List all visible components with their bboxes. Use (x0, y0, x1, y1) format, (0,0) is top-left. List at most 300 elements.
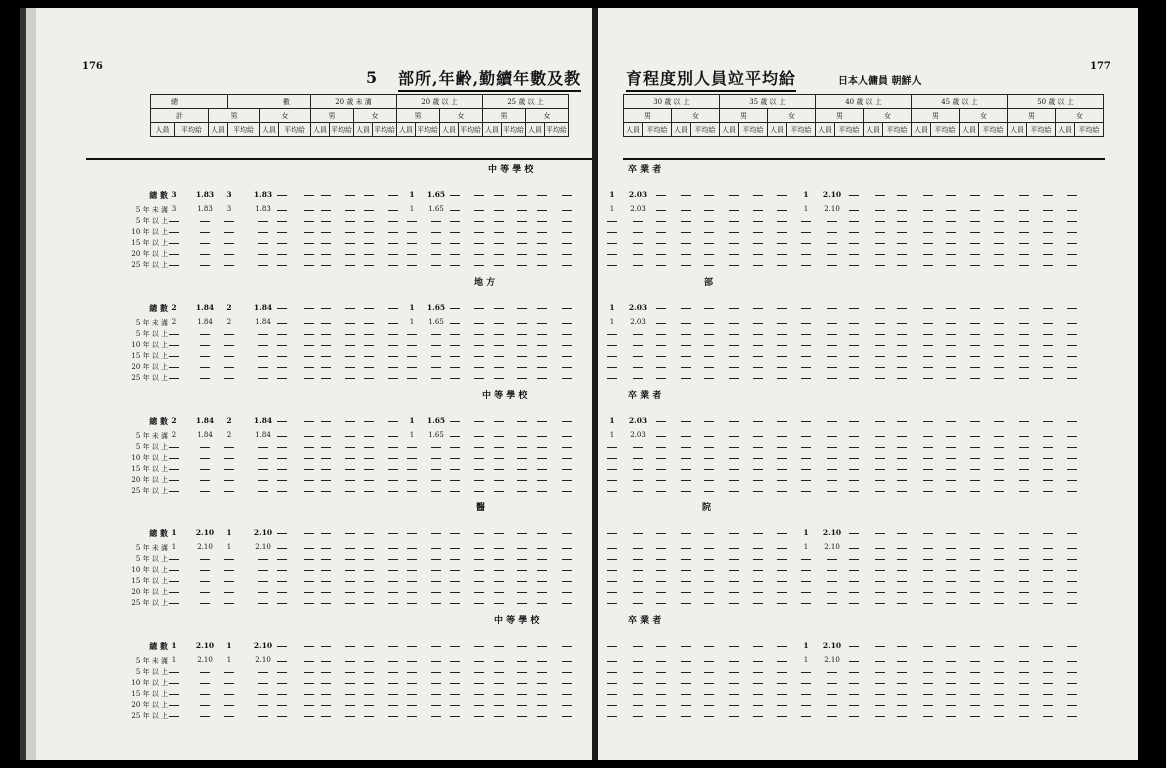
left-value: 2.10 (195, 641, 215, 650)
left-dash-mark (321, 559, 331, 560)
left-dash-mark (277, 243, 287, 244)
right-dash-mark (923, 254, 933, 255)
right-dash-mark (656, 694, 666, 695)
section-heading-left: 醫 (476, 503, 486, 513)
left-dash-mark (517, 323, 527, 324)
right-dash-mark (827, 559, 837, 560)
left-dash-mark (562, 356, 572, 357)
right-dash-mark (633, 672, 643, 673)
left-dash-mark (169, 559, 179, 560)
right-dash-mark (607, 458, 617, 459)
left-dash-mark (474, 603, 484, 604)
right-dash-mark (1067, 458, 1077, 459)
left-dash-mark (474, 356, 484, 357)
right-dash-mark (994, 421, 1004, 422)
right-dash-mark (897, 705, 907, 706)
right-dash-mark (607, 716, 617, 717)
right-dash-mark (681, 447, 691, 448)
left-dash-mark (224, 716, 234, 717)
right-value: 2.03 (630, 431, 646, 439)
left-value: 3 (171, 190, 177, 199)
left-dash-mark (407, 378, 417, 379)
right-dash-mark (656, 683, 666, 684)
right-dash-mark (704, 221, 714, 222)
right-dash-mark (729, 480, 739, 481)
left-dash-mark (474, 378, 484, 379)
right-dash-mark (827, 421, 837, 422)
right-dash-mark (753, 210, 763, 211)
left-dash-mark (258, 694, 268, 695)
left-value: 1.65 (426, 416, 446, 425)
right-dash-mark (656, 705, 666, 706)
right-value: 1 (609, 303, 615, 312)
left-dash-mark (277, 356, 287, 357)
row-label: 5 年 未 滿 (135, 319, 168, 327)
right-dash-mark (607, 469, 617, 470)
left-dash-mark (474, 221, 484, 222)
left-dash-mark (494, 334, 504, 335)
right-dash-mark (729, 232, 739, 233)
right-dash-mark (875, 195, 885, 196)
row-label: 5 年 未 滿 (135, 432, 168, 440)
left-dash-mark (431, 480, 441, 481)
left-dash-mark (304, 469, 314, 470)
right-dash-mark (1043, 694, 1053, 695)
right-dash-mark (849, 548, 859, 549)
right-value: 2.10 (822, 190, 842, 199)
left-dash-mark (321, 367, 331, 368)
right-dash-mark (656, 195, 666, 196)
left-dash-mark (304, 210, 314, 211)
left-dash-mark (474, 646, 484, 647)
left-dash-mark (304, 421, 314, 422)
left-dash-mark (345, 469, 355, 470)
row-label: 10 年 以 上 (131, 228, 168, 236)
left-dash-mark (364, 672, 374, 673)
left-dash-mark (258, 243, 268, 244)
left-dash-mark (388, 447, 398, 448)
right-dash-mark (777, 570, 787, 571)
left-dash-mark (364, 378, 374, 379)
left-dash-mark (304, 646, 314, 647)
left-dash-mark (200, 592, 210, 593)
hdr-sub: 平均給 (979, 123, 1008, 137)
right-dash-mark (994, 378, 1004, 379)
left-dash-mark (474, 469, 484, 470)
right-dash-mark (1019, 480, 1029, 481)
right-dash-mark (753, 480, 763, 481)
right-dash-mark (970, 683, 980, 684)
left-dash-mark (474, 458, 484, 459)
left-dash-mark (517, 672, 527, 673)
right-dash-mark (704, 683, 714, 684)
right-dash-mark (1043, 491, 1053, 492)
right-dash-mark (681, 378, 691, 379)
left-dash-mark (345, 705, 355, 706)
hdr-sub: 人員 (311, 123, 330, 137)
right-dash-mark (1019, 232, 1029, 233)
left-dash-mark (169, 458, 179, 459)
left-dash-mark (258, 265, 268, 266)
left-dash-mark (277, 254, 287, 255)
left-dash-mark (304, 705, 314, 706)
right-dash-mark (753, 694, 763, 695)
right-dash-mark (704, 334, 714, 335)
left-dash-mark (224, 694, 234, 695)
left-dash-mark (494, 683, 504, 684)
right-dash-mark (946, 458, 956, 459)
left-dash-mark (450, 533, 460, 534)
right-dash-mark (923, 421, 933, 422)
right-dash-mark (656, 345, 666, 346)
right-dash-mark (777, 694, 787, 695)
hdr-total-a: 總 (151, 95, 228, 109)
left-dash-mark (494, 221, 504, 222)
right-dash-mark (946, 646, 956, 647)
left-dash-mark (345, 232, 355, 233)
left-dash-mark (277, 548, 287, 549)
left-dash-mark (517, 356, 527, 357)
left-dash-mark (474, 672, 484, 673)
left-dash-mark (474, 210, 484, 211)
right-dash-mark (633, 265, 643, 266)
right-dash-mark (656, 548, 666, 549)
left-dash-mark (537, 345, 547, 346)
left-dash-mark (450, 243, 460, 244)
left-dash-mark (277, 469, 287, 470)
left-dash-mark (562, 581, 572, 582)
right-value: 2.10 (824, 543, 840, 551)
left-value: 2 (226, 431, 232, 439)
right-dash-mark (729, 265, 739, 266)
right-dash-mark (827, 334, 837, 335)
right-header-table (623, 94, 1104, 137)
right-dash-mark (994, 646, 1004, 647)
right-dash-mark (681, 356, 691, 357)
right-dash-mark (897, 334, 907, 335)
right-dash-mark (1019, 491, 1029, 492)
right-dash-mark (923, 491, 933, 492)
left-dash-mark (517, 603, 527, 604)
left-dash-mark (258, 458, 268, 459)
left-dash-mark (494, 243, 504, 244)
left-dash-mark (517, 716, 527, 717)
left-dash-mark (407, 345, 417, 346)
left-dash-mark (258, 603, 268, 604)
left-dash-mark (474, 232, 484, 233)
left-value: 1 (409, 205, 415, 213)
left-dash-mark (494, 421, 504, 422)
left-dash-mark (258, 447, 268, 448)
right-dash-mark (656, 221, 666, 222)
left-dash-mark (474, 705, 484, 706)
left-dash-mark (494, 367, 504, 368)
right-dash-mark (681, 243, 691, 244)
left-dash-mark (169, 356, 179, 357)
left-value: 1.84 (255, 318, 271, 326)
left-dash-mark (277, 265, 287, 266)
right-dash-mark (777, 603, 787, 604)
right-dash-mark (607, 254, 617, 255)
right-dash-mark (897, 265, 907, 266)
right-dash-mark (729, 592, 739, 593)
right-dash-mark (607, 581, 617, 582)
left-value: 1 (409, 318, 415, 326)
right-dash-mark (923, 716, 933, 717)
left-dash-mark (562, 308, 572, 309)
right-dash-mark (633, 592, 643, 593)
left-dash-mark (431, 334, 441, 335)
left-dash-mark (200, 356, 210, 357)
right-dash-mark (801, 683, 811, 684)
hdr-mid: 女 (354, 109, 397, 123)
right-dash-mark (1019, 458, 1029, 459)
hdr-sub: 平均給 (459, 123, 483, 137)
left-dash-mark (537, 265, 547, 266)
right-dash-mark (827, 254, 837, 255)
right-dash-mark (970, 603, 980, 604)
hdr-mid: 男 (483, 109, 526, 123)
right-dash-mark (801, 345, 811, 346)
right-dash-mark (994, 548, 1004, 549)
right-dash-mark (1019, 469, 1029, 470)
right-dash-mark (923, 646, 933, 647)
left-dash-mark (562, 716, 572, 717)
left-dash-mark (224, 559, 234, 560)
right-dash-mark (827, 705, 837, 706)
hdr-sub: 平均給 (931, 123, 960, 137)
left-dash-mark (494, 345, 504, 346)
left-dash-mark (407, 265, 417, 266)
left-dash-mark (537, 232, 547, 233)
left-dash-mark (258, 716, 268, 717)
left-value: 2.10 (195, 528, 215, 537)
left-dash-mark (450, 683, 460, 684)
right-dash-mark (946, 210, 956, 211)
left-value: 1.84 (195, 416, 215, 425)
left-dash-mark (388, 469, 398, 470)
right-dash-mark (1067, 533, 1077, 534)
right-dash-mark (946, 378, 956, 379)
right-dash-mark (849, 716, 859, 717)
left-dash-mark (494, 469, 504, 470)
right-dash-mark (729, 533, 739, 534)
left-dash-mark (304, 232, 314, 233)
right-dash-mark (656, 491, 666, 492)
left-dash-mark (450, 705, 460, 706)
right-dash-mark (897, 548, 907, 549)
right-dash-mark (1043, 603, 1053, 604)
left-dash-mark (431, 570, 441, 571)
left-dash-mark (304, 716, 314, 717)
left-dash-mark (169, 491, 179, 492)
right-dash-mark (607, 221, 617, 222)
left-dash-mark (494, 491, 504, 492)
left-dash-mark (321, 254, 331, 255)
right-dash-mark (897, 683, 907, 684)
right-dash-mark (729, 581, 739, 582)
left-dash-mark (431, 646, 441, 647)
left-dash-mark (345, 210, 355, 211)
right-dash-mark (946, 603, 956, 604)
right-dash-mark (1043, 254, 1053, 255)
right-dash-mark (1019, 210, 1029, 211)
left-value: 2 (171, 416, 177, 425)
left-value: 1.83 (197, 205, 213, 213)
right-dash-mark (1067, 570, 1077, 571)
right-dash-mark (681, 716, 691, 717)
right-dash-mark (849, 345, 859, 346)
right-dash-mark (875, 661, 885, 662)
left-dash-mark (431, 232, 441, 233)
right-dash-mark (704, 705, 714, 706)
right-dash-mark (777, 533, 787, 534)
right-dash-mark (656, 308, 666, 309)
left-dash-mark (562, 345, 572, 346)
right-dash-mark (633, 447, 643, 448)
right-dash-mark (897, 480, 907, 481)
left-dash-mark (517, 548, 527, 549)
right-dash-mark (1067, 323, 1077, 324)
left-dash-mark (494, 210, 504, 211)
right-dash-mark (849, 570, 859, 571)
right-dash-mark (607, 447, 617, 448)
right-dash-mark (994, 469, 1004, 470)
left-value: 2 (226, 303, 232, 312)
right-dash-mark (1067, 421, 1077, 422)
left-dash-mark (364, 533, 374, 534)
right-dash-mark (970, 232, 980, 233)
left-dash-mark (304, 480, 314, 481)
left-dash-mark (200, 480, 210, 481)
right-dash-mark (897, 367, 907, 368)
left-dash-mark (304, 548, 314, 549)
left-dash-mark (277, 345, 287, 346)
left-dash-mark (277, 559, 287, 560)
left-dash-mark (224, 672, 234, 673)
right-dash-mark (1067, 581, 1077, 582)
left-dash-mark (388, 195, 398, 196)
left-value: 2.10 (197, 543, 213, 551)
right-dash-mark (923, 232, 933, 233)
right-dash-mark (1019, 559, 1029, 560)
right-dash-mark (827, 367, 837, 368)
right-dash-mark (801, 570, 811, 571)
left-dash-mark (431, 469, 441, 470)
left-dash-mark (224, 469, 234, 470)
right-dash-mark (827, 491, 837, 492)
left-dash-mark (169, 592, 179, 593)
right-dash-mark (729, 491, 739, 492)
right-dash-mark (656, 334, 666, 335)
left-dash-mark (537, 243, 547, 244)
left-page (20, 8, 598, 760)
left-dash-mark (364, 646, 374, 647)
left-dash-mark (537, 694, 547, 695)
left-dash-mark (200, 378, 210, 379)
hdr-mid: 女 (960, 109, 1008, 123)
right-dash-mark (875, 694, 885, 695)
left-dash-mark (388, 559, 398, 560)
right-dash-mark (1043, 661, 1053, 662)
left-value: 1 (226, 528, 232, 537)
left-dash-mark (200, 254, 210, 255)
left-dash-mark (321, 308, 331, 309)
right-dash-mark (994, 334, 1004, 335)
right-dash-mark (946, 705, 956, 706)
left-dash-mark (364, 436, 374, 437)
right-dash-mark (994, 716, 1004, 717)
right-dash-mark (753, 570, 763, 571)
left-dash-mark (562, 480, 572, 481)
right-dash-mark (875, 436, 885, 437)
left-dash-mark (537, 195, 547, 196)
left-dash-mark (537, 447, 547, 448)
left-dash-mark (474, 243, 484, 244)
left-dash-mark (517, 210, 527, 211)
right-dash-mark (994, 195, 1004, 196)
row-label: 5 年 以 上 (135, 555, 168, 563)
right-dash-mark (681, 334, 691, 335)
left-dash-mark (537, 603, 547, 604)
right-dash-mark (946, 334, 956, 335)
right-dash-mark (777, 559, 787, 560)
right-dash-mark (875, 323, 885, 324)
left-dash-mark (345, 447, 355, 448)
right-dash-mark (633, 458, 643, 459)
left-value: 3 (226, 205, 232, 213)
right-dash-mark (946, 581, 956, 582)
right-header-rule (623, 158, 1105, 160)
right-dash-mark (753, 221, 763, 222)
left-dash-mark (474, 323, 484, 324)
left-dash-mark (562, 548, 572, 549)
left-dash-mark (517, 694, 527, 695)
right-dash-mark (1043, 356, 1053, 357)
right-dash-mark (1067, 334, 1077, 335)
hdr-sub: 人員 (260, 123, 279, 137)
left-dash-mark (277, 683, 287, 684)
right-dash-mark (633, 334, 643, 335)
left-dash-mark (431, 265, 441, 266)
left-dash-mark (537, 334, 547, 335)
hdr-sub: 平均給 (787, 123, 816, 137)
left-dash-mark (388, 378, 398, 379)
right-dash-mark (656, 210, 666, 211)
right-dash-mark (777, 716, 787, 717)
left-dash-mark (321, 221, 331, 222)
left-dash-mark (474, 480, 484, 481)
right-dash-mark (994, 672, 1004, 673)
right-dash-mark (849, 232, 859, 233)
left-dash-mark (258, 378, 268, 379)
right-dash-mark (970, 469, 980, 470)
hdr-sub: 平均給 (330, 123, 354, 137)
left-dash-mark (224, 232, 234, 233)
left-dash-mark (169, 447, 179, 448)
left-dash-mark (388, 570, 398, 571)
left-dash-mark (517, 265, 527, 266)
right-dash-mark (923, 672, 933, 673)
right-dash-mark (875, 447, 885, 448)
right-dash-mark (1067, 716, 1077, 717)
left-dash-mark (388, 491, 398, 492)
left-dash-mark (474, 345, 484, 346)
left-dash-mark (494, 559, 504, 560)
right-dash-mark (923, 436, 933, 437)
left-dash-mark (258, 592, 268, 593)
right-dash-mark (729, 548, 739, 549)
